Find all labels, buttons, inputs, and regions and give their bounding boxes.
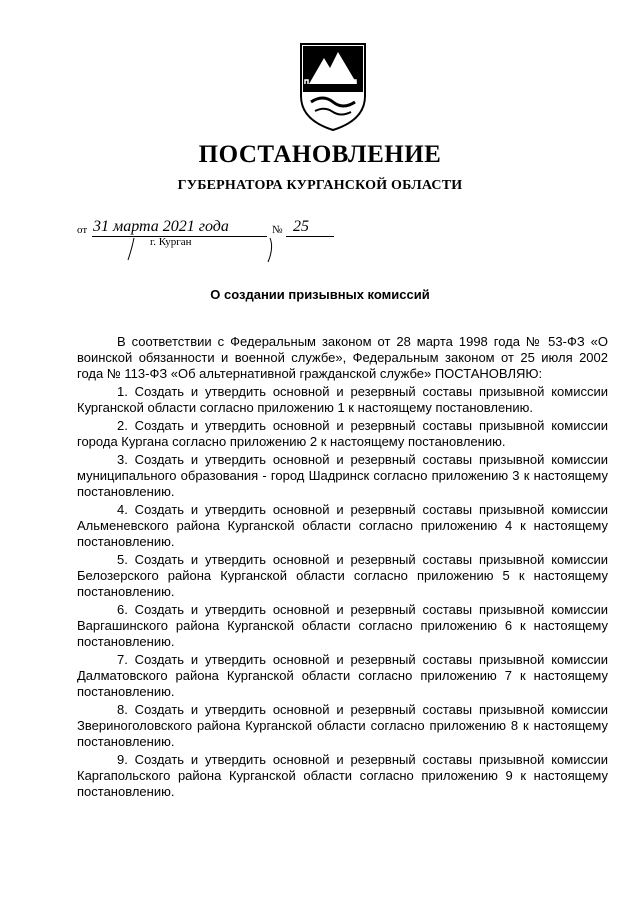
list-item: 4. Создать и утвердить основной и резервный составы призывной комиссии Альменевского района Курганской области согласно приложению 4 к настоящему постановлению. bbox=[77, 502, 608, 549]
list-item: 2. Создать и утвердить основной и резервный составы призывной комиссии города Кургана согласно приложению 2 к настоящему постановлению. bbox=[77, 418, 608, 449]
document-body bbox=[77, 334, 608, 800]
list-item: 8. Создать и утвердить основной и резервный составы призывной комиссии Звериноголовского района Курганской области согласно приложению 8 к настоящему постановлению. bbox=[77, 702, 608, 749]
coat-of-arms-icon bbox=[297, 40, 369, 132]
document-heading: О создании призывных комиссий bbox=[210, 287, 430, 302]
handwriting-strokes bbox=[120, 234, 300, 264]
list-item: 7. Создать и утвердить основной и резервный составы призывной комиссии Далматовского района Курганской области согласно приложению 7 к настоящему постановлению. bbox=[77, 652, 608, 699]
number-prefix: № bbox=[272, 224, 283, 236]
handwritten-date: 31 марта 2021 года bbox=[93, 218, 229, 235]
list-item: 3. Создать и утвердить основной и резервный составы призывной комиссии муниципального образования - город Шадринск согласно приложению 3 к настоящему постановлению. bbox=[77, 452, 608, 499]
intro-paragraph: В соответствии с Федеральным законом от 28 марта 1998 года № 53-ФЗ «О воинской обязанности и военной службе», Федеральным законом от 25 июля 2002 года № 113-ФЗ «Об альтернативной гражданской службе» ПОСТАНОВЛЯЮ: bbox=[77, 334, 608, 381]
document-title: ПОСТАНОВЛЕНИЕ bbox=[198, 141, 442, 168]
issuer-subtitle: ГУБЕРНАТОРА КУРГАНСКОЙ ОБЛАСТИ bbox=[177, 178, 463, 193]
handwritten-number: 25 bbox=[293, 218, 309, 235]
list-item: 5. Создать и утвердить основной и резервный составы призывной комиссии Белозерского района Курганской области согласно приложению 5 к настоящему постановлению. bbox=[77, 552, 608, 599]
list-item: 1. Создать и утвердить основной и резервный составы призывной комиссии Курганской области согласно приложению 1 к настоящему постановлению. bbox=[77, 384, 608, 415]
date-prefix: от bbox=[77, 224, 88, 236]
city-label: г. Курган bbox=[150, 236, 192, 248]
list-item: 6. Создать и утвердить основной и резервный составы призывной комиссии Варгашинского района Курганской области согласно приложению 6 к настоящему постановлению. bbox=[77, 602, 608, 649]
list-item: 9. Создать и утвердить основной и резервный составы призывной комиссии Каргапольского района Курганской области согласно приложению 9 к настоящему постановлению. bbox=[77, 752, 608, 799]
